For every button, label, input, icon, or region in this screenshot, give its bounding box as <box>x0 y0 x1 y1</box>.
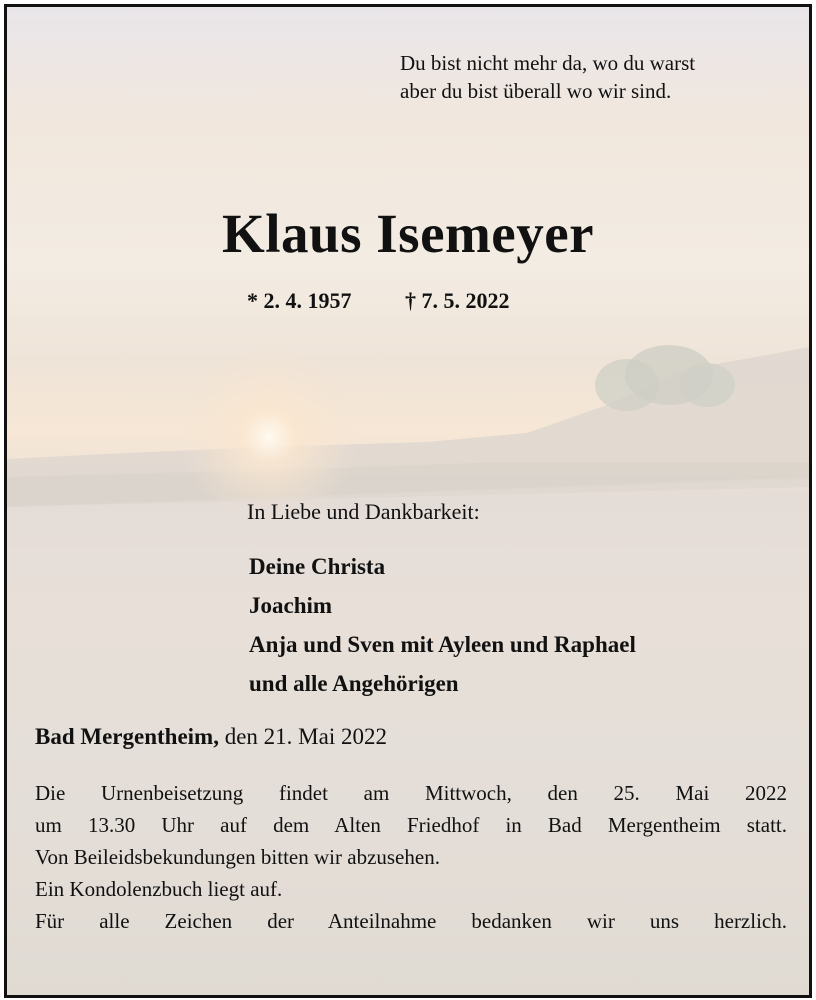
place-date-line <box>35 724 795 750</box>
quote-line-1: Du bist nicht mehr da, wo du warst <box>400 51 696 75</box>
details-line: um 13.30 Uhr auf dem Alten Friedhof in Bad Mergentheim statt. <box>35 813 787 837</box>
details-line: Von Beileidsbekundungen bitten wir abzusehen. <box>35 845 440 869</box>
place-city: Bad Mergentheim, <box>35 724 219 749</box>
details-line: Ein Kondolenzbuch liegt auf. <box>35 877 283 901</box>
family-signatures <box>249 547 809 703</box>
birth-date: * 2. 4. 1957 <box>247 288 352 313</box>
death-date: † 7. 5. 2022 <box>405 288 510 313</box>
family-line: Anja und Sven mit Ayleen und Raphael <box>249 632 636 657</box>
place-date: den 21. Mai 2022 <box>224 724 387 749</box>
obituary-notice <box>4 4 812 998</box>
memorial-quote <box>400 49 800 105</box>
details-line: Für alle Zeichen der Anteilnahme bedanken wir uns herzlich. <box>35 909 787 933</box>
details-line: Die Urnenbeisetzung findet am Mittwoch, den 25. Mai 2022 <box>35 781 787 805</box>
thanks-heading: In Liebe und Dankbarkeit: <box>247 499 480 524</box>
family-line: Joachim <box>249 593 333 618</box>
deceased-name: Klaus Isemeyer <box>221 203 595 264</box>
family-line: Deine Christa <box>249 554 386 579</box>
funeral-details <box>35 777 787 937</box>
family-line: und alle Angehörigen <box>249 671 459 696</box>
quote-line-2: aber du bist überall wo wir sind. <box>400 79 672 103</box>
life-dates <box>247 288 647 314</box>
